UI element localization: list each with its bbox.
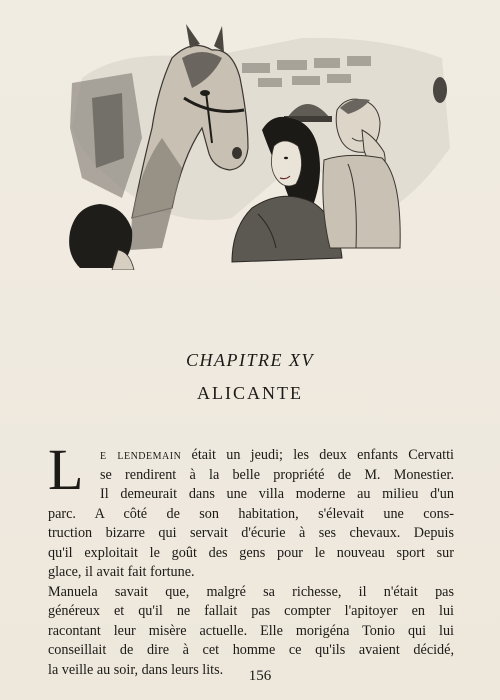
paragraph-1-line-6: qu'il exploitait le goût des gens pour le nouveau sport sur <box>48 544 454 561</box>
paragraph-1-line-5: truction bizarre qui servait d'écurie à ses chevaux. Depuis <box>48 525 454 541</box>
paragraph-1-line-7: glace, il avait fait fortune. <box>48 564 195 580</box>
paragraph-1-line-1: e lendemain était un jeudi; les deux enfants Cervatti <box>100 447 454 463</box>
paragraph-1-line-4: parc. A côté de son habitation, s'élevait une cons- <box>48 505 454 522</box>
chapter-illustration <box>62 18 454 270</box>
paragraph-1-line-3: Il demeurait dans une villa moderne au milieu d'un <box>100 486 454 502</box>
paragraph-2 <box>48 583 454 681</box>
opening-words: e lendemain <box>100 447 182 463</box>
paragraph-1 <box>48 437 454 583</box>
chapter-title: ALICANTE <box>197 383 303 403</box>
page-number: 156 <box>248 668 272 684</box>
paragraph-2-line-1: Manuela savait que, malgré sa richesse, il n'était pas <box>48 583 454 600</box>
body-text <box>48 437 454 680</box>
paragraph-2-line-3: racontant leur misère actuelle. Elle morigéna Tonio qui lui <box>48 622 454 639</box>
paragraph-1-line-2: se rendirent à la belle propriété de M. Monestier. <box>100 466 454 483</box>
paragraph-2-line-2: généreux et qu'il ne fallait pas compter l'apitoyer en lui <box>48 603 454 619</box>
chapter-number: CHAPITRE XV <box>186 350 314 370</box>
paragraph-2-line-4: conseillait de dire à cet homme ce qu'ils avaient décidé, <box>48 642 454 658</box>
paragraph-2-line-5: la veille au soir, dans leurs lits. <box>48 661 224 678</box>
drop-cap: L <box>48 437 84 502</box>
